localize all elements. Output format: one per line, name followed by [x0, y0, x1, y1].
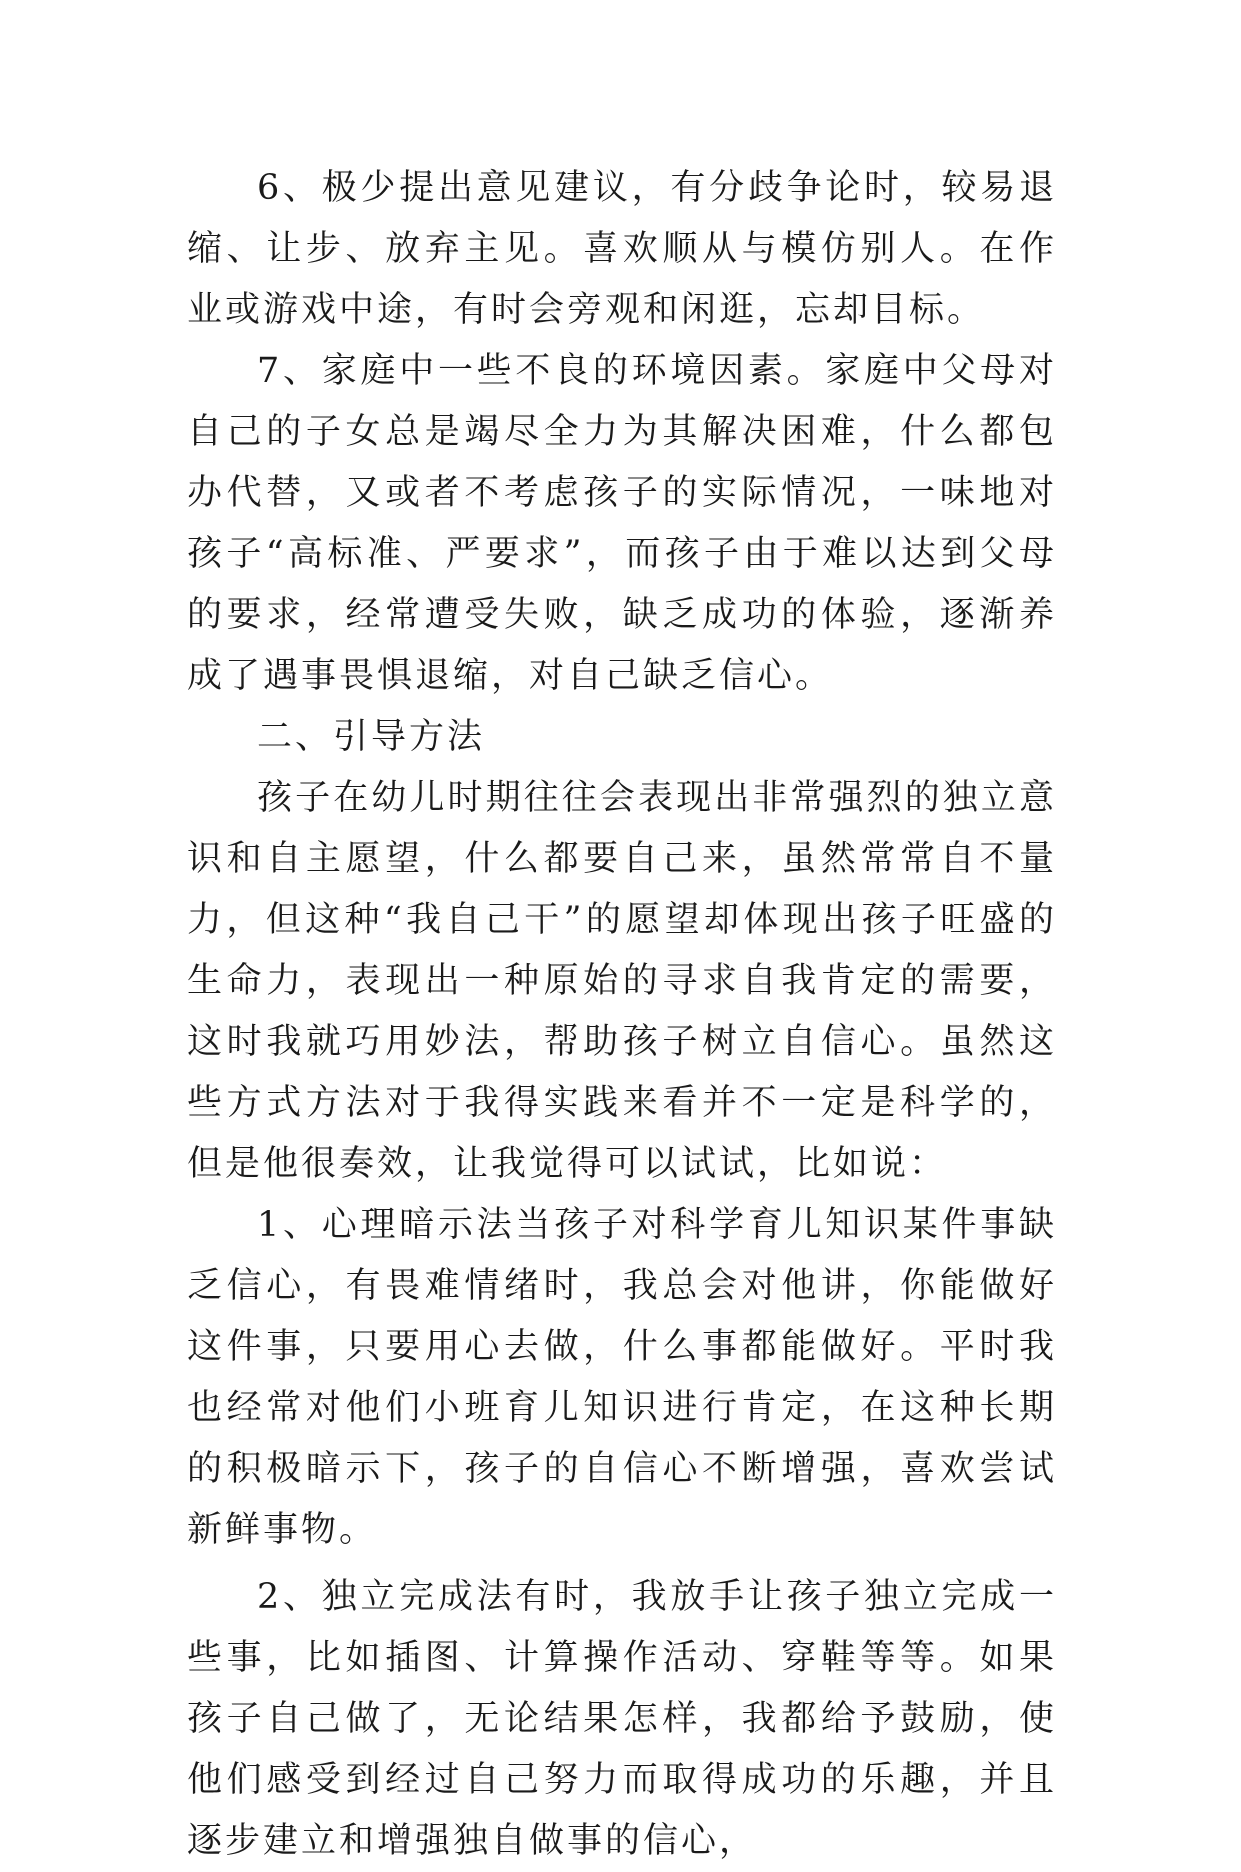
body-text — [187, 158, 1057, 1872]
paragraph-item-7: 7、家庭中一些不良的环境因素。家庭中父母对自己的子女总是竭尽全力为其解决困难，什么都包办代替，又或者不考虑孩子的实际情况，一味地对孩子“高标准、严要求”，而孩子由于难以达到父母的要求，经常遭受失败，缺乏成功的体验，逐渐养成了遇事畏惧退缩，对自己缺乏信心。 — [187, 351, 1057, 696]
paragraph-method-1: 1、心理暗示法当孩子对科学育儿知识某件事缺乏信心，有畏难情绪时，我总会对他讲，你能做好这件事，只要用心去做，什么事都能做好。平时我也经常对他们小班育儿知识进行肯定，在这种长期的积极暗示下，孩子的自信心不断增强，喜欢尝试新鲜事物。 — [187, 1205, 1057, 1550]
paragraph-method-2: 2、独立完成法有时，我放手让孩子独立完成一些事，比如插图、计算操作活动、穿鞋等等。如果孩子自己做了，无论结果怎样，我都给予鼓励，使他们感受到经过自己努力而取得成功的乐趣，并且逐步建立和增强独自做事的信心， — [187, 1577, 1057, 1861]
section-heading-guidance-methods: 二、引导方法 — [257, 717, 486, 757]
paragraph-item-6: 6、极少提出意见建议，有分歧争论时，较易退缩、让步、放弃主见。喜欢顺从与模仿别人。在作业或游戏中途，有时会旁观和闲逛，忘却目标。 — [187, 168, 1057, 330]
paragraph-intro: 孩子在幼儿时期往往会表现出非常强烈的独立意识和自主愿望，什么都要自己来，虽然常常自不量力，但这种“我自己干”的愿望却体现出孩子旺盛的生命力，表现出一种原始的寻求自我肯定的需要，这时我就巧用妙法，帮助孩子树立自信心。虽然这些方式方法对于我得实践来看并不一定是科学的，但是他很奏效，让我觉得可以试试，比如说： — [187, 778, 1057, 1184]
